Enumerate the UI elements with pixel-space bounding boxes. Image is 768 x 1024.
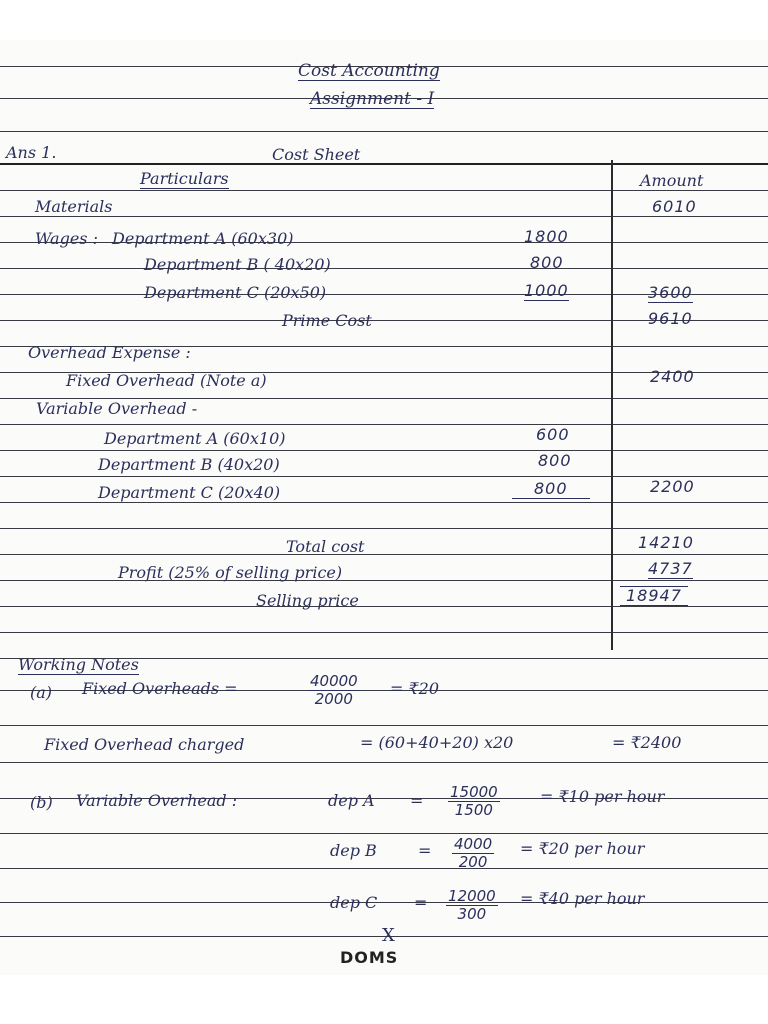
note-b-label: (b) [30,793,53,812]
overhead-dept-c-value: 800 [512,480,590,499]
total-cost-label: Total cost [286,537,365,556]
note-b-eq-c: = [414,893,428,912]
selling-price-label: Selling price [256,591,359,610]
wages-dept-b: Department B ( 40x20) [144,255,331,274]
page-title: Cost Accounting [298,61,440,81]
note-b-fraction-a [448,784,500,819]
note-a-numerator: 40000 [310,672,358,690]
note-b-fraction-c [446,888,498,923]
note-a-fraction [308,673,360,708]
note-a-denominator: 2000 [314,690,353,708]
question-label: Ans 1. [6,143,57,162]
prime-cost-label: Prime Cost [282,311,372,330]
note-b-eq-a: = [410,791,424,810]
note-b-result-c: = ₹40 per hour [520,889,645,908]
wages-dept-c: Department C (20x50) [144,283,327,302]
fixed-charged-calc: = (60+40+20) x20 [360,733,514,752]
note-b-denominator-a: 1500 [454,801,493,819]
note-b-denominator-b: 200 [458,853,488,871]
materials-label: Materials [35,197,113,216]
overhead-label: Overhead Expense : [28,343,191,362]
selling-price-amount: 18947 [620,586,688,606]
overhead-dept-a-value: 600 [536,425,570,444]
overhead-dept-b: Department B (40x20) [98,455,280,474]
profit-amount: 4737 [648,559,693,578]
wages-total: 3600 [648,283,693,302]
wages-dept-a: Department A (60x30) [112,229,294,248]
note-a-text: Fixed Overheads = [82,679,238,698]
wages-label: Wages : [35,229,98,248]
note-b-fraction-b [452,836,494,871]
cross-mark: X [382,925,395,946]
fixed-overhead-amount: 2400 [650,367,695,386]
total-cost-amount: 14210 [638,533,694,552]
fixed-charged-text: Fixed Overhead charged [44,735,245,754]
note-b-denominator-c: 300 [457,905,487,923]
note-b-numerator-c: 12000 [448,887,496,905]
prime-cost-amount: 9610 [648,309,693,328]
col-particulars-header: Particulars [140,169,229,188]
notebook-brand-logo: DOMS [340,948,399,967]
wages-dept-c-value: 1000 [524,281,569,300]
note-b-eq-b: = [418,841,432,860]
profit-label: Profit (25% of selling price) [118,563,343,582]
wages-dept-b-value: 800 [530,253,564,272]
overhead-dept-a: Department A (60x10) [104,429,286,448]
variable-overhead-total: 2200 [650,477,695,496]
col-amount-header: Amount [640,171,704,190]
note-b-text: Variable Overhead : [76,791,238,810]
note-b-dept-b: dep B [330,841,377,860]
working-notes-heading: Working Notes [18,655,139,674]
materials-amount: 6010 [652,197,697,216]
note-b-dept-a: dep A [328,791,375,810]
note-b-dept-c: dep C [330,893,378,912]
note-a-result: = ₹20 [390,679,440,698]
section-heading: Cost Sheet [272,145,361,164]
variable-overhead-label: Variable Overhead - [36,399,198,418]
overhead-dept-c: Department C (20x40) [98,483,281,502]
amount-column-divider [611,160,613,650]
fixed-charged-result: = ₹2400 [612,733,682,752]
wages-dept-a-value: 1800 [524,227,569,246]
note-b-numerator-a: 15000 [450,783,498,801]
fixed-overhead-label: Fixed Overhead (Note a) [66,371,267,390]
note-b-result-a: = ₹10 per hour [540,787,665,806]
note-b-result-b: = ₹20 per hour [520,839,645,858]
page-subtitle: Assignment - I [310,89,435,109]
overhead-dept-b-value: 800 [538,451,572,470]
note-b-numerator-b: 4000 [454,835,493,853]
note-a-label: (a) [30,683,53,702]
